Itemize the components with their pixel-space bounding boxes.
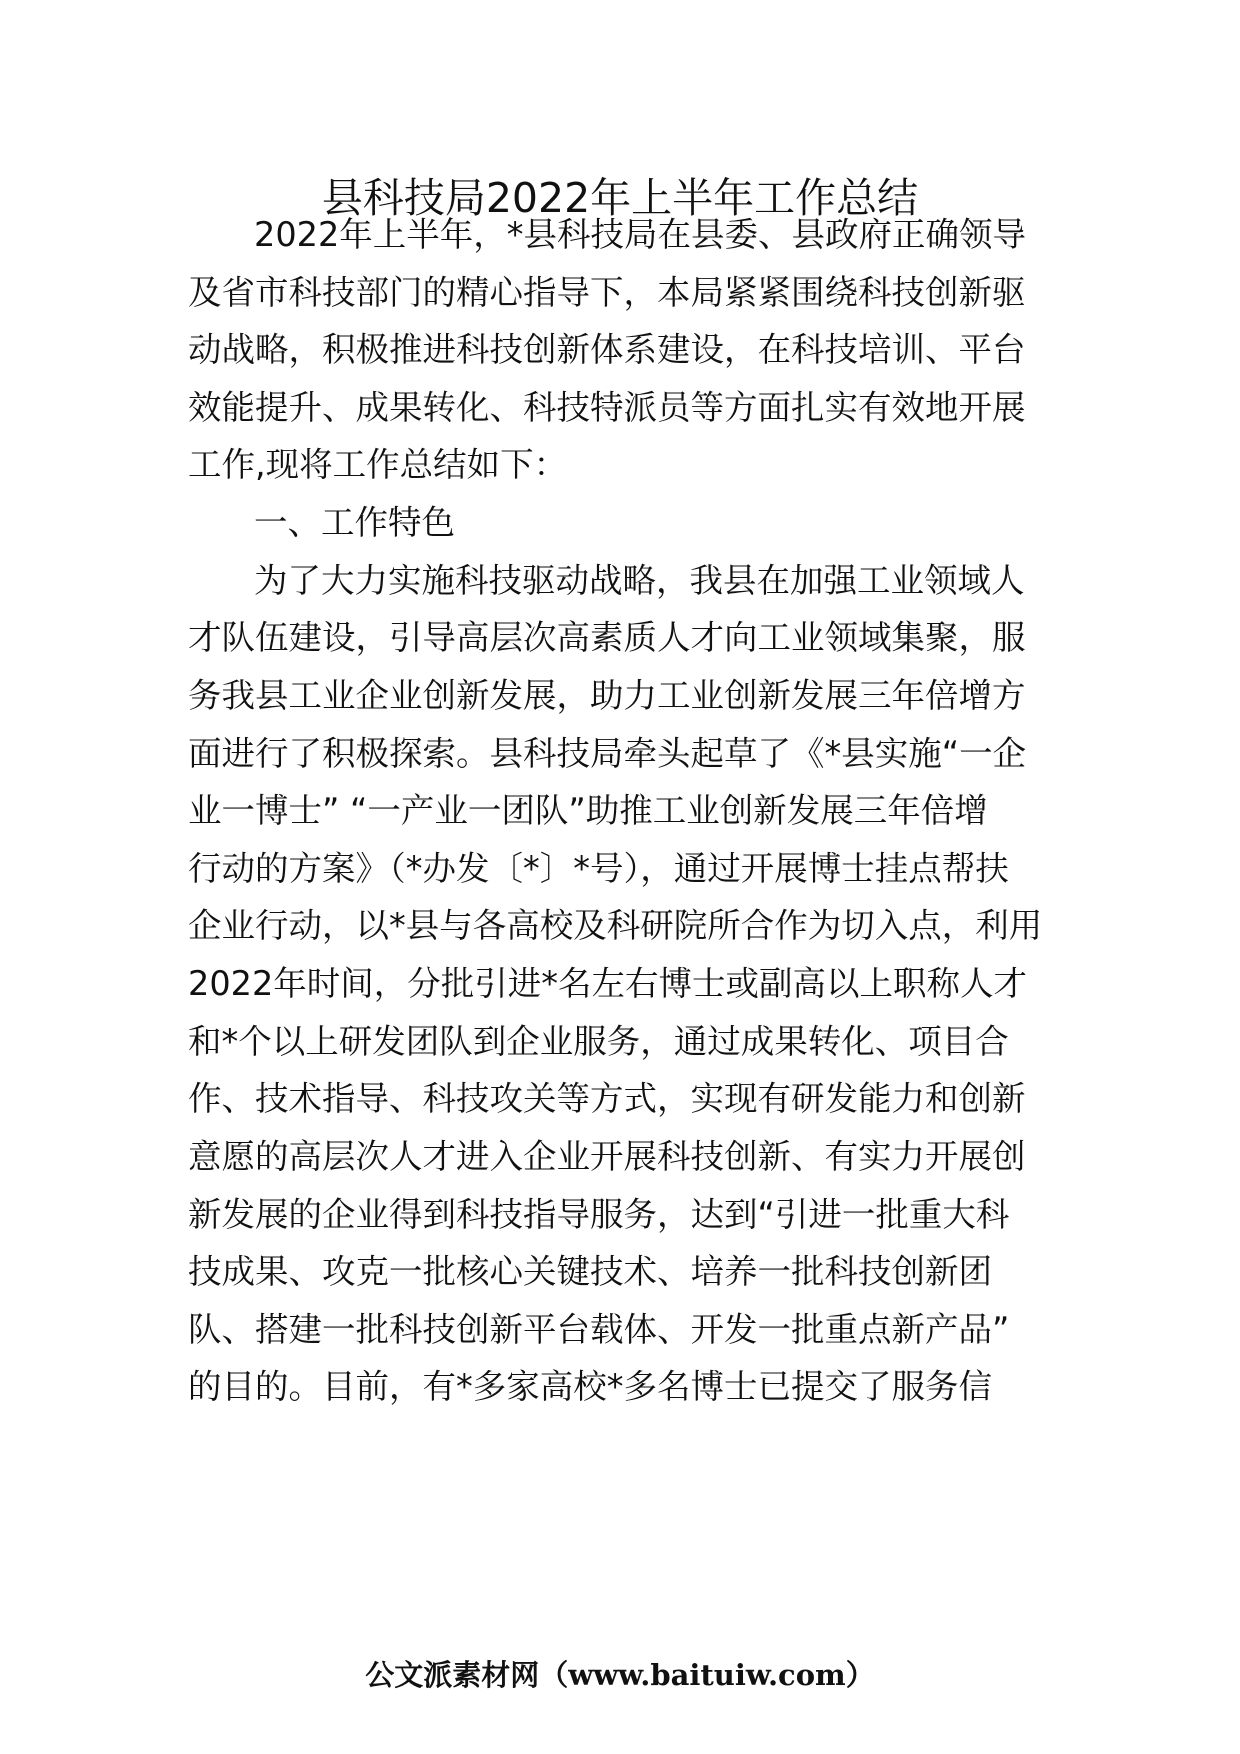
paragraph-line: 面进行了积极探索。县科技局牵头起草了《*县实施“一企: [188, 734, 1027, 773]
document-title: 县科技局2022年上半年工作总结: [321, 174, 919, 222]
paragraph-line: 作、技术指导、科技攻关等方式，实现有研发能力和创新: [188, 1079, 1026, 1118]
section-heading: 一、工作特色: [254, 503, 455, 542]
paragraph-line: 工作,现将工作总结如下：: [188, 445, 568, 484]
paragraph-line: 企业行动，以*县与各高校及科研院所合作为切入点，利用: [188, 906, 1043, 945]
paragraph-line: 行动的方案》（*办发〔*〕*号），通过开展博士挂点帮扶: [188, 849, 1009, 888]
paragraph-line: 意愿的高层次人才进入企业开展科技创新、有实力开展创: [188, 1137, 1026, 1176]
paragraph-line: 技成果、攻克一批核心关键技术、培养一批科技创新团: [188, 1252, 992, 1291]
paragraph-line: 效能提升、成果转化、科技特派员等方面扎实有效地开展: [188, 388, 1026, 427]
footer-watermark: 公文派素材网（www.baituiw.com）: [365, 1658, 875, 1692]
paragraph-line: 新发展的企业得到科技指导服务，达到“引进一批重大科: [188, 1195, 1010, 1234]
paragraph-line: 为了大力实施科技驱动战略，我县在加强工业领域人: [254, 561, 1025, 600]
paragraph-line: 2022年上半年，*县科技局在县委、县政府正确领导: [254, 215, 1027, 254]
paragraph-line: 才队伍建设，引导高层次高素质人才向工业领域集聚，服: [188, 618, 1026, 657]
paragraph-line: 务我县工业企业创新发展，助力工业创新发展三年倍增方: [188, 676, 1026, 715]
paragraph-line: 和*个以上研发团队到企业服务，通过成果转化、项目合: [188, 1022, 1009, 1061]
paragraph-line: 队、搭建一批科技创新平台载体、开发一批重点新产品”: [188, 1310, 1010, 1349]
paragraph-line: 业一博士” “一产业一团队”助推工业创新发展三年倍增: [188, 791, 988, 830]
paragraph-line: 及省市科技部门的精心指导下，本局紧紧围绕科技创新驱: [188, 273, 1026, 312]
paragraph-line: 2022年时间，分批引进*名左右博士或副高以上职称人才: [188, 964, 1028, 1003]
paragraph-line: 的目的。目前，有*多家高校*多名博士已提交了服务信: [188, 1367, 992, 1406]
paragraph-line: 动战略，积极推进科技创新体系建设，在科技培训、平台: [188, 330, 1026, 369]
